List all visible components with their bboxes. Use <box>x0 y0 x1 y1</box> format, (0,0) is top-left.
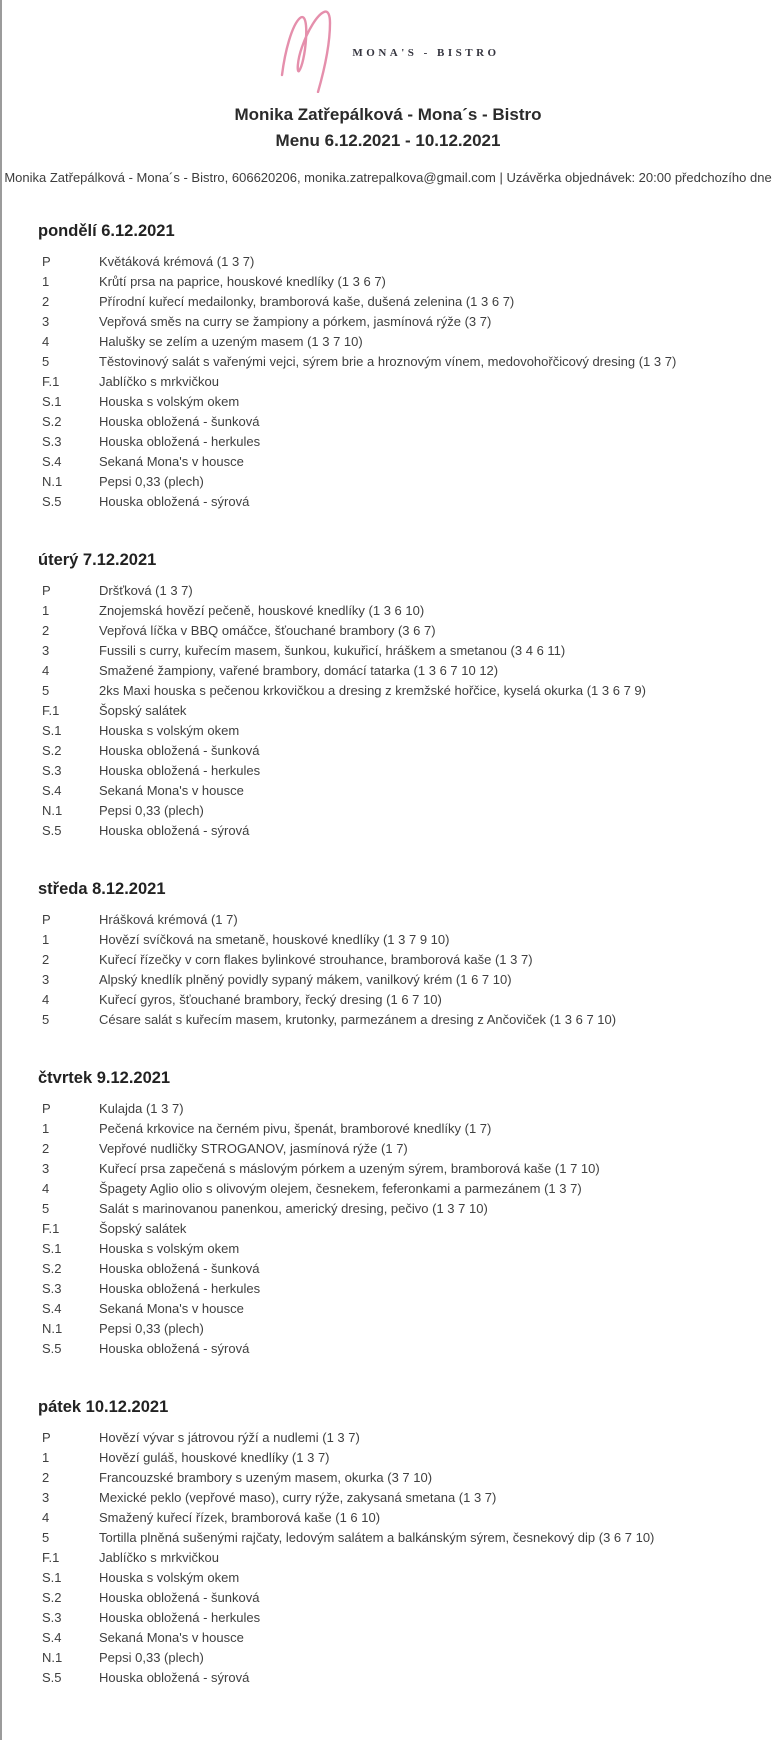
item-text: Houska obložená - sýrová <box>99 823 250 838</box>
item-code: 3 <box>42 1161 50 1176</box>
item-code: P <box>42 254 51 269</box>
item-text: Houska obložená - herkules <box>99 434 261 449</box>
menu-item-row <box>42 1510 774 1530</box>
item-code: S.4 <box>42 1301 62 1316</box>
menu-days <box>2 222 774 1690</box>
item-code: S.5 <box>42 823 62 838</box>
menu-page <box>2 0 774 1690</box>
item-text: Jablíčko s mrkvičkou <box>99 374 219 389</box>
menu-item-row <box>42 1301 774 1321</box>
logo-wordmark: MONA'S - BISTRO <box>352 47 500 59</box>
menu-item-row <box>42 1610 774 1630</box>
item-code: 3 <box>42 972 50 987</box>
menu-item-row <box>42 743 774 763</box>
menu-item-row <box>42 1321 774 1341</box>
menu-item-row <box>42 1121 774 1141</box>
contact-line: Monika Zatřepálková - Mona´s - Bistro, 606620206, monika.zatrepalkova@gmail.com | Uzávěrka objednávek: 20:00 předchozího dne <box>4 170 772 185</box>
item-text: Špagety Aglio olio s olivovým olejem, česnekem, feferonkami a parmezánem (1 3 7) <box>99 1181 582 1196</box>
item-code: S.3 <box>42 1281 62 1296</box>
menu-item-row <box>42 1630 774 1650</box>
item-code: 5 <box>42 354 50 369</box>
menu-item-row <box>42 494 774 514</box>
item-text: Šopský salátek <box>99 703 187 718</box>
item-text: Jablíčko s mrkvičkou <box>99 1550 219 1565</box>
day-heading: pátek 10.12.2021 <box>38 1398 169 1416</box>
item-code: 3 <box>42 1490 50 1505</box>
item-code: S.1 <box>42 723 62 738</box>
menu-item-row <box>42 1430 774 1450</box>
item-text: Kuřecí řízečky v corn flakes bylinkové strouhance, bramborová kaše (1 3 7) <box>99 952 533 967</box>
menu-item-row <box>42 972 774 992</box>
item-code: 2 <box>42 952 50 967</box>
item-text: Vepřové nudličky STROGANOV, jasmínová rýže (1 7) <box>99 1141 408 1156</box>
item-code: N.1 <box>42 474 63 489</box>
item-code: 2 <box>42 1141 50 1156</box>
day-rows <box>2 912 774 1032</box>
item-text: 2ks Maxi houska s pečenou krkovičkou a dresing z kremžské hořčice, kyselá okurka (1 3 6 7 9) <box>99 683 646 698</box>
menu-item-row <box>42 474 774 494</box>
menu-item-row <box>42 1450 774 1470</box>
item-code: 2 <box>42 1470 50 1485</box>
menu-item-row <box>42 723 774 743</box>
item-text: Smažený kuřecí řízek, bramborová kaše (1 6 10) <box>99 1510 381 1525</box>
item-code: P <box>42 583 51 598</box>
menu-item-row <box>42 1281 774 1301</box>
item-text: Vepřová směs na curry se žampiony a pórkem, jasmínová rýže (3 7) <box>99 314 492 329</box>
item-text: Mexické peklo (vepřové maso), curry rýže, zakysaná smetana (1 3 7) <box>99 1490 497 1505</box>
menu-item-row <box>42 1550 774 1570</box>
item-text: Pepsi 0,33 (plech) <box>99 474 204 489</box>
menu-item-row <box>42 663 774 683</box>
day-section-5 <box>2 1398 774 1690</box>
item-code: S.5 <box>42 494 62 509</box>
item-code: 4 <box>42 663 50 678</box>
item-code: F.1 <box>42 1221 60 1236</box>
item-code: S.1 <box>42 1241 62 1256</box>
item-text: Hrášková krémová (1 7) <box>99 912 238 927</box>
item-code: 1 <box>42 603 50 618</box>
item-code: S.5 <box>42 1670 62 1685</box>
item-code: 3 <box>42 643 50 658</box>
menu-item-row <box>42 583 774 603</box>
menu-item-row <box>42 254 774 274</box>
item-text: Šopský salátek <box>99 1221 187 1236</box>
item-text: Hovězí guláš, houskové knedlíky (1 3 7) <box>99 1450 330 1465</box>
item-code: 4 <box>42 992 50 1007</box>
day-heading: úterý 7.12.2021 <box>38 551 157 569</box>
menu-item-row <box>42 274 774 294</box>
item-text: Hovězí vývar s játrovou rýží a nudlemi (1 3 7) <box>99 1430 360 1445</box>
item-code: 5 <box>42 1201 50 1216</box>
item-text: Sekaná Mona's v housce <box>99 783 244 798</box>
menu-item-row <box>42 1470 774 1490</box>
menu-item-row <box>42 783 774 803</box>
item-code: 4 <box>42 1510 50 1525</box>
menu-item-row <box>42 434 774 454</box>
item-text: Přírodní kuřecí medailonky, bramborová kaše, dušená zelenina (1 3 6 7) <box>99 294 515 309</box>
item-text: Césare salát s kuřecím masem, krutonky, parmezánem a dresing z Ančoviček (1 3 6 7 10) <box>99 1012 617 1027</box>
item-code: F.1 <box>42 1550 60 1565</box>
item-text: Houska obložená - herkules <box>99 1610 261 1625</box>
item-text: Kulajda (1 3 7) <box>99 1101 184 1116</box>
item-text: Květáková krémová (1 3 7) <box>99 254 255 269</box>
menu-item-row <box>42 623 774 643</box>
item-code: S.3 <box>42 763 62 778</box>
day-rows <box>2 254 774 514</box>
menu-item-row <box>42 1012 774 1032</box>
item-code: S.1 <box>42 1570 62 1585</box>
item-code: P <box>42 1101 51 1116</box>
menu-item-row <box>42 1670 774 1690</box>
item-text: Salát s marinovanou panenkou, americký dresing, pečivo (1 3 7 10) <box>99 1201 488 1216</box>
item-text: Znojemská hovězí pečeně, houskové knedlíky (1 3 6 10) <box>99 603 425 618</box>
menu-item-row <box>42 1590 774 1610</box>
item-code: S.2 <box>42 1590 62 1605</box>
item-code: S.2 <box>42 743 62 758</box>
menu-item-row <box>42 643 774 663</box>
item-text: Houska obložená - šunková <box>99 1261 260 1276</box>
menu-item-row <box>42 1341 774 1361</box>
item-code: 5 <box>42 1012 50 1027</box>
item-code: S.2 <box>42 1261 62 1276</box>
item-text: Alpský knedlík plněný povidly sypaný mákem, vanilkový krém (1 6 7 10) <box>99 972 512 987</box>
menu-item-row <box>42 703 774 723</box>
item-code: 5 <box>42 683 50 698</box>
menu-item-row <box>42 932 774 952</box>
item-code: 4 <box>42 1181 50 1196</box>
item-text: Dršťková (1 3 7) <box>99 583 193 598</box>
menu-item-row <box>42 992 774 1012</box>
item-code: S.4 <box>42 454 62 469</box>
item-text: Pečená krkovice na černém pivu, špenát, bramborové knedlíky (1 7) <box>99 1121 492 1136</box>
item-code: N.1 <box>42 1650 63 1665</box>
item-text: Houska s volským okem <box>99 1241 240 1256</box>
day-section-3 <box>2 880 774 1032</box>
menu-item-row <box>42 334 774 354</box>
menu-item-row <box>42 454 774 474</box>
menu-item-row <box>42 1241 774 1261</box>
item-text: Hovězí svíčková na smetaně, houskové knedlíky (1 3 7 9 10) <box>99 932 450 947</box>
day-heading: pondělí 6.12.2021 <box>38 222 175 240</box>
item-code: 4 <box>42 334 50 349</box>
item-code: S.5 <box>42 1341 62 1356</box>
item-text: Krůtí prsa na paprice, houskové knedlíky (1 3 6 7) <box>99 274 386 289</box>
item-code: 3 <box>42 314 50 329</box>
menu-item-row <box>42 314 774 334</box>
menu-item-row <box>42 1490 774 1510</box>
menu-item-row <box>42 1201 774 1221</box>
menu-item-row <box>42 1161 774 1181</box>
item-code: N.1 <box>42 803 63 818</box>
item-text: Houska s volským okem <box>99 1570 240 1585</box>
logo <box>2 8 774 94</box>
menu-item-row <box>42 1650 774 1670</box>
day-section-1 <box>2 222 774 514</box>
menu-item-row <box>42 1101 774 1121</box>
item-text: Houska obložená - herkules <box>99 763 261 778</box>
menu-item-row <box>42 803 774 823</box>
menu-item-row <box>42 763 774 783</box>
menu-item-row <box>42 394 774 414</box>
item-code: N.1 <box>42 1321 63 1336</box>
item-code: 1 <box>42 932 50 947</box>
item-code: P <box>42 912 51 927</box>
item-text: Houska s volským okem <box>99 723 240 738</box>
menu-item-row <box>42 683 774 703</box>
menu-item-row <box>42 294 774 314</box>
menu-item-row <box>42 1181 774 1201</box>
day-rows <box>2 1101 774 1361</box>
page-header <box>2 8 774 185</box>
item-code: P <box>42 1430 51 1445</box>
item-text: Houska obložená - herkules <box>99 1281 261 1296</box>
item-text: Francouzské brambory s uzeným masem, okurka (3 7 10) <box>99 1470 433 1485</box>
monas-m-logo-icon <box>276 9 338 93</box>
menu-item-row <box>42 952 774 972</box>
menu-item-row <box>42 603 774 623</box>
item-code: S.4 <box>42 1630 62 1645</box>
item-text: Těstovinový salát s vařenými vejci, sýrem brie a hroznovým vínem, medovohořčicový dresing (1 3 7) <box>99 354 677 369</box>
page-subtitle: Menu 6.12.2021 - 10.12.2021 <box>275 131 501 150</box>
item-code: 1 <box>42 1450 50 1465</box>
item-text: Houska obložená - šunková <box>99 743 260 758</box>
item-text: Tortilla plněná sušenými rajčaty, ledovým salátem a balkánským sýrem, česnekový dip (3 6 7 10) <box>99 1530 655 1545</box>
item-text: Pepsi 0,33 (plech) <box>99 803 204 818</box>
item-text: Halušky se zelím a uzeným masem (1 3 7 10) <box>99 334 363 349</box>
day-heading: čtvrtek 9.12.2021 <box>38 1069 171 1087</box>
day-rows <box>2 1430 774 1690</box>
item-code: S.4 <box>42 783 62 798</box>
item-code: F.1 <box>42 703 60 718</box>
item-text: Sekaná Mona's v housce <box>99 454 244 469</box>
item-code: S.2 <box>42 414 62 429</box>
item-code: 5 <box>42 1530 50 1545</box>
menu-item-row <box>42 1261 774 1281</box>
item-code: S.3 <box>42 1610 62 1625</box>
day-section-2 <box>2 551 774 843</box>
menu-item-row <box>42 912 774 932</box>
menu-item-row <box>42 354 774 374</box>
item-text: Pepsi 0,33 (plech) <box>99 1650 204 1665</box>
item-code: 2 <box>42 294 50 309</box>
item-text: Sekaná Mona's v housce <box>99 1301 244 1316</box>
menu-item-row <box>42 1530 774 1550</box>
day-heading: středa 8.12.2021 <box>38 880 166 898</box>
item-text: Houska obložená - sýrová <box>99 494 250 509</box>
item-text: Houska s volským okem <box>99 394 240 409</box>
item-text: Houska obložená - sýrová <box>99 1670 250 1685</box>
menu-item-row <box>42 823 774 843</box>
item-code: S.3 <box>42 434 62 449</box>
item-text: Kuřecí prsa zapečená s máslovým pórkem a uzeným sýrem, bramborová kaše (1 7 10) <box>99 1161 600 1176</box>
menu-item-row <box>42 414 774 434</box>
menu-item-row <box>42 374 774 394</box>
item-text: Houska obložená - sýrová <box>99 1341 250 1356</box>
item-text: Houska obložená - šunková <box>99 414 260 429</box>
item-code: S.1 <box>42 394 62 409</box>
item-code: 1 <box>42 1121 50 1136</box>
page-title: Monika Zatřepálková - Mona´s - Bistro <box>234 105 542 124</box>
item-text: Sekaná Mona's v housce <box>99 1630 244 1645</box>
menu-item-row <box>42 1221 774 1241</box>
day-section-4 <box>2 1069 774 1361</box>
item-text: Pepsi 0,33 (plech) <box>99 1321 204 1336</box>
item-code: F.1 <box>42 374 60 389</box>
item-text: Kuřecí gyros, šťouchané brambory, řecký dresing (1 6 7 10) <box>99 992 442 1007</box>
item-text: Fussili s curry, kuřecím masem, šunkou, kukuřicí, hráškem a smetanou (3 4 6 11) <box>99 643 566 658</box>
item-text: Smažené žampiony, vařené brambory, domácí tatarka (1 3 6 7 10 12) <box>99 663 499 678</box>
day-rows <box>2 583 774 843</box>
item-code: 1 <box>42 274 50 289</box>
menu-item-row <box>42 1141 774 1161</box>
menu-item-row <box>42 1570 774 1590</box>
item-code: 2 <box>42 623 50 638</box>
item-text: Vepřová líčka v BBQ omáčce, šťouchané brambory (3 6 7) <box>99 623 436 638</box>
item-text: Houska obložená - šunková <box>99 1590 260 1605</box>
